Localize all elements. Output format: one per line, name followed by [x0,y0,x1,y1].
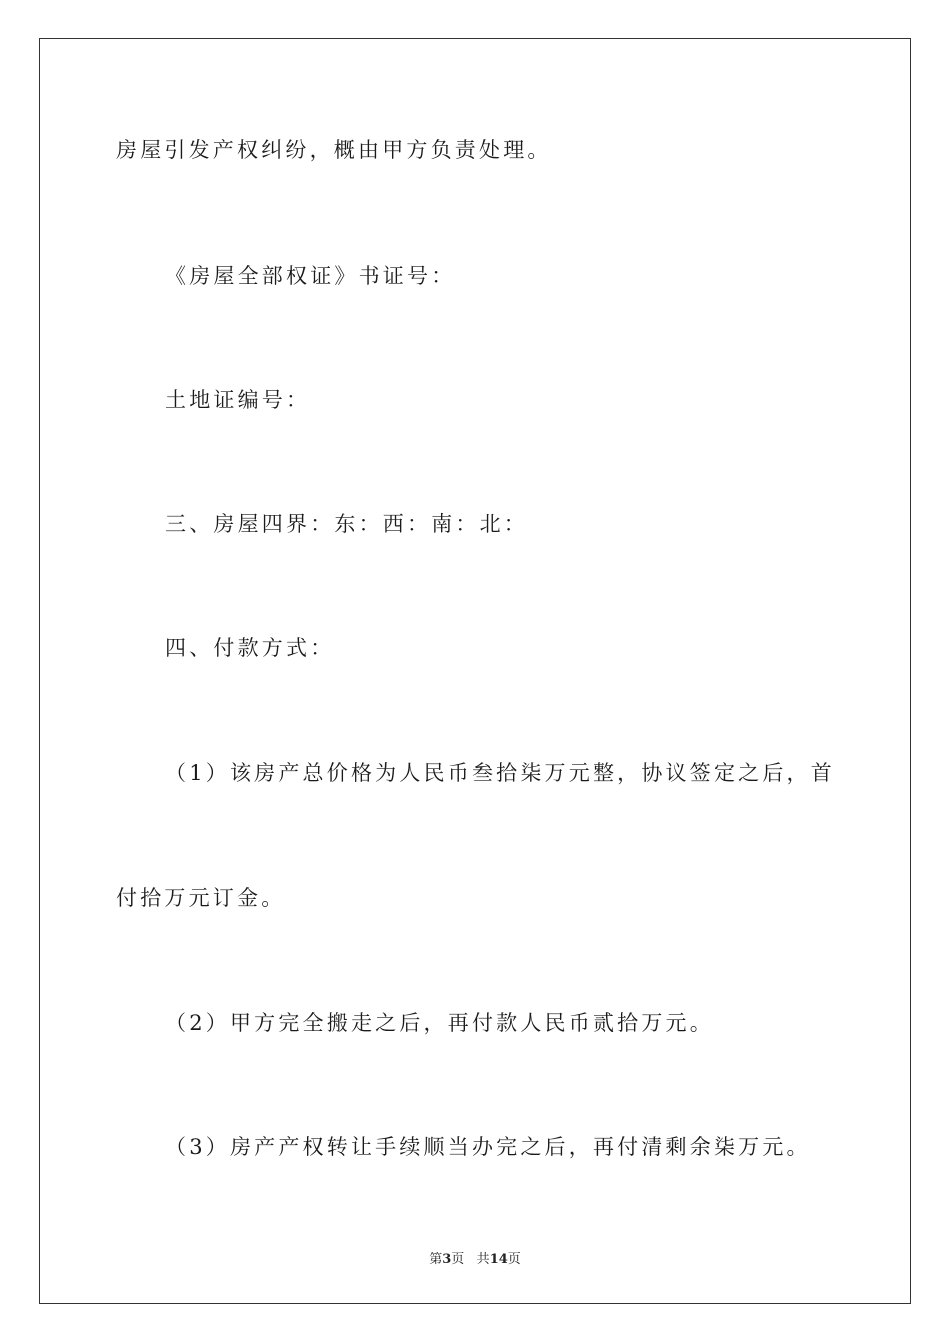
footer-page-suffix: 页 [451,1252,465,1267]
footer-total-suffix: 页 [507,1252,521,1267]
paragraph-9: （3）房产产权转让手续顺当办完之后，再付清剩余柒万元。 [165,1135,811,1159]
paragraph-4: 三、房屋四界：东：西：南：北： [165,512,528,536]
page-frame [39,38,911,1304]
footer-page-number: 3 [442,1252,452,1267]
paragraph-3: 土地证编号： [165,388,311,412]
paragraph-2: 《房屋全部权证》书证号： [165,264,456,288]
footer-page-prefix: 第 [429,1252,443,1267]
paragraph-6: （1）该房产总价格为人民币叁拾柒万元整，协议签定之后，首 [165,761,835,785]
paragraph-5: 四、付款方式： [165,636,335,660]
footer-total-pages: 14 [489,1252,508,1267]
paragraph-7: 付拾万元订金。 [116,886,286,910]
paragraph-8: （2）甲方完全搬走之后，再付款人民币贰拾万元。 [165,1011,714,1035]
footer-total-prefix: 共 [476,1252,490,1267]
page-footer [0,1248,950,1267]
paragraph-1: 房屋引发产权纠纷，概由甲方负责处理。 [116,138,552,162]
